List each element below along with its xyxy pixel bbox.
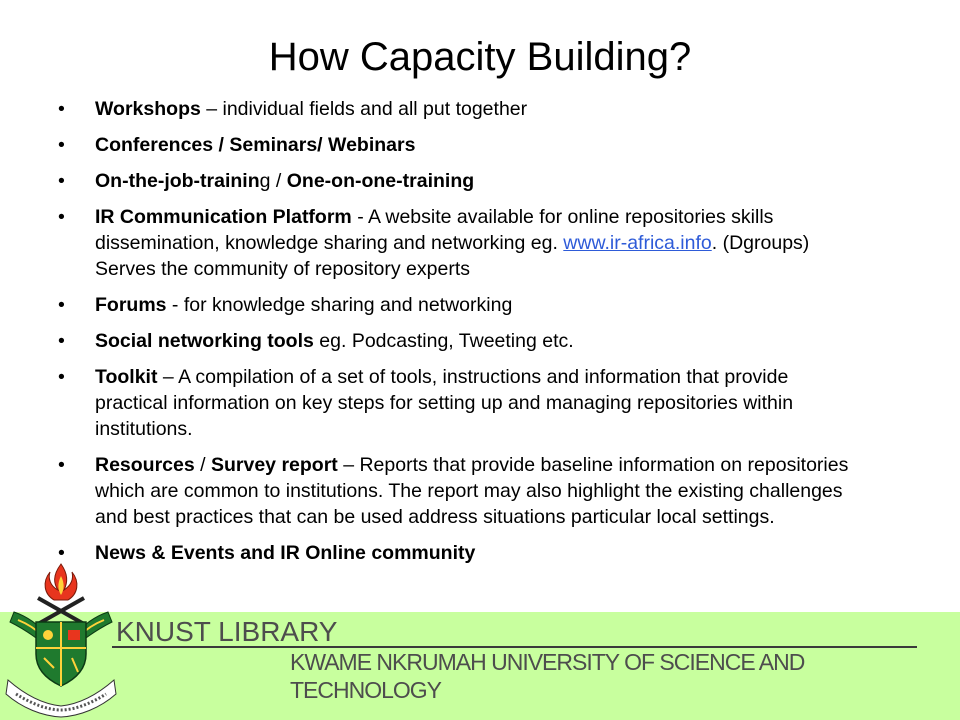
- university-name: KWAME NKRUMAH UNIVERSITY OF SCIENCE AND TECHNOLOGY: [290, 649, 805, 703]
- bullet-ir-platform: [58, 204, 858, 282]
- bullet-training: [58, 168, 858, 194]
- bullet-text: g /: [259, 170, 287, 192]
- bullet-text: – A compilation of a set of tools, instructions and information that provide practical information on key steps for setting up and managing repositories within institutions.: [95, 366, 794, 440]
- bullet-bold: Social networking tools: [95, 330, 314, 352]
- bullet-text: /: [194, 454, 211, 476]
- bullet-text-2: . (Dgroups) Serves the community of repository experts: [95, 232, 810, 280]
- bullet-bold: Toolkit: [95, 366, 158, 388]
- knust-crest-icon: [4, 562, 118, 718]
- bullet-bold: News & Events and IR Online community: [95, 542, 476, 564]
- bullet-text: eg. Podcasting, Tweeting etc.: [313, 330, 574, 352]
- bullet-news-events: [58, 540, 858, 566]
- bullet-social-networking: [58, 328, 858, 354]
- bullet-list: [58, 96, 858, 576]
- bullet-bold-2: One-on-one-training: [286, 170, 475, 192]
- bullet-workshops: [58, 96, 858, 122]
- bullet-text: - A website available for online repositories skills dissemination, knowledge sharing and networking eg.: [95, 206, 774, 254]
- bullet-bold: Resources: [95, 454, 195, 476]
- bullet-bold: On-the-job-trainin: [95, 170, 260, 192]
- library-name: KNUST LIBRARY: [116, 616, 338, 647]
- slide-title: How Capacity Building?: [268, 35, 692, 79]
- bullet-bold: IR Communication Platform: [95, 206, 352, 228]
- bullet-conferences: [58, 132, 858, 158]
- bullet-bold: Forums: [95, 294, 167, 316]
- bullet-bold: Conferences / Seminars/ Webinars: [95, 134, 416, 156]
- bullet-toolkit: [58, 364, 858, 442]
- bullet-resources: [58, 452, 858, 530]
- bullet-text: – individual fields and all put together: [200, 98, 528, 120]
- bullet-forums: [58, 292, 858, 318]
- bullet-bold-2: Survey report: [210, 454, 338, 476]
- bullet-bold: Workshops: [95, 98, 201, 120]
- ir-africa-link[interactable]: www.ir-africa.info: [563, 232, 712, 254]
- bullet-text-2: – Reports that provide baseline information on repositories which are common to institutions. The report may also highlight the existing challenges and best practices that can be used address situations particular local settings.: [95, 454, 849, 528]
- bullet-text: - for knowledge sharing and networking: [166, 294, 513, 316]
